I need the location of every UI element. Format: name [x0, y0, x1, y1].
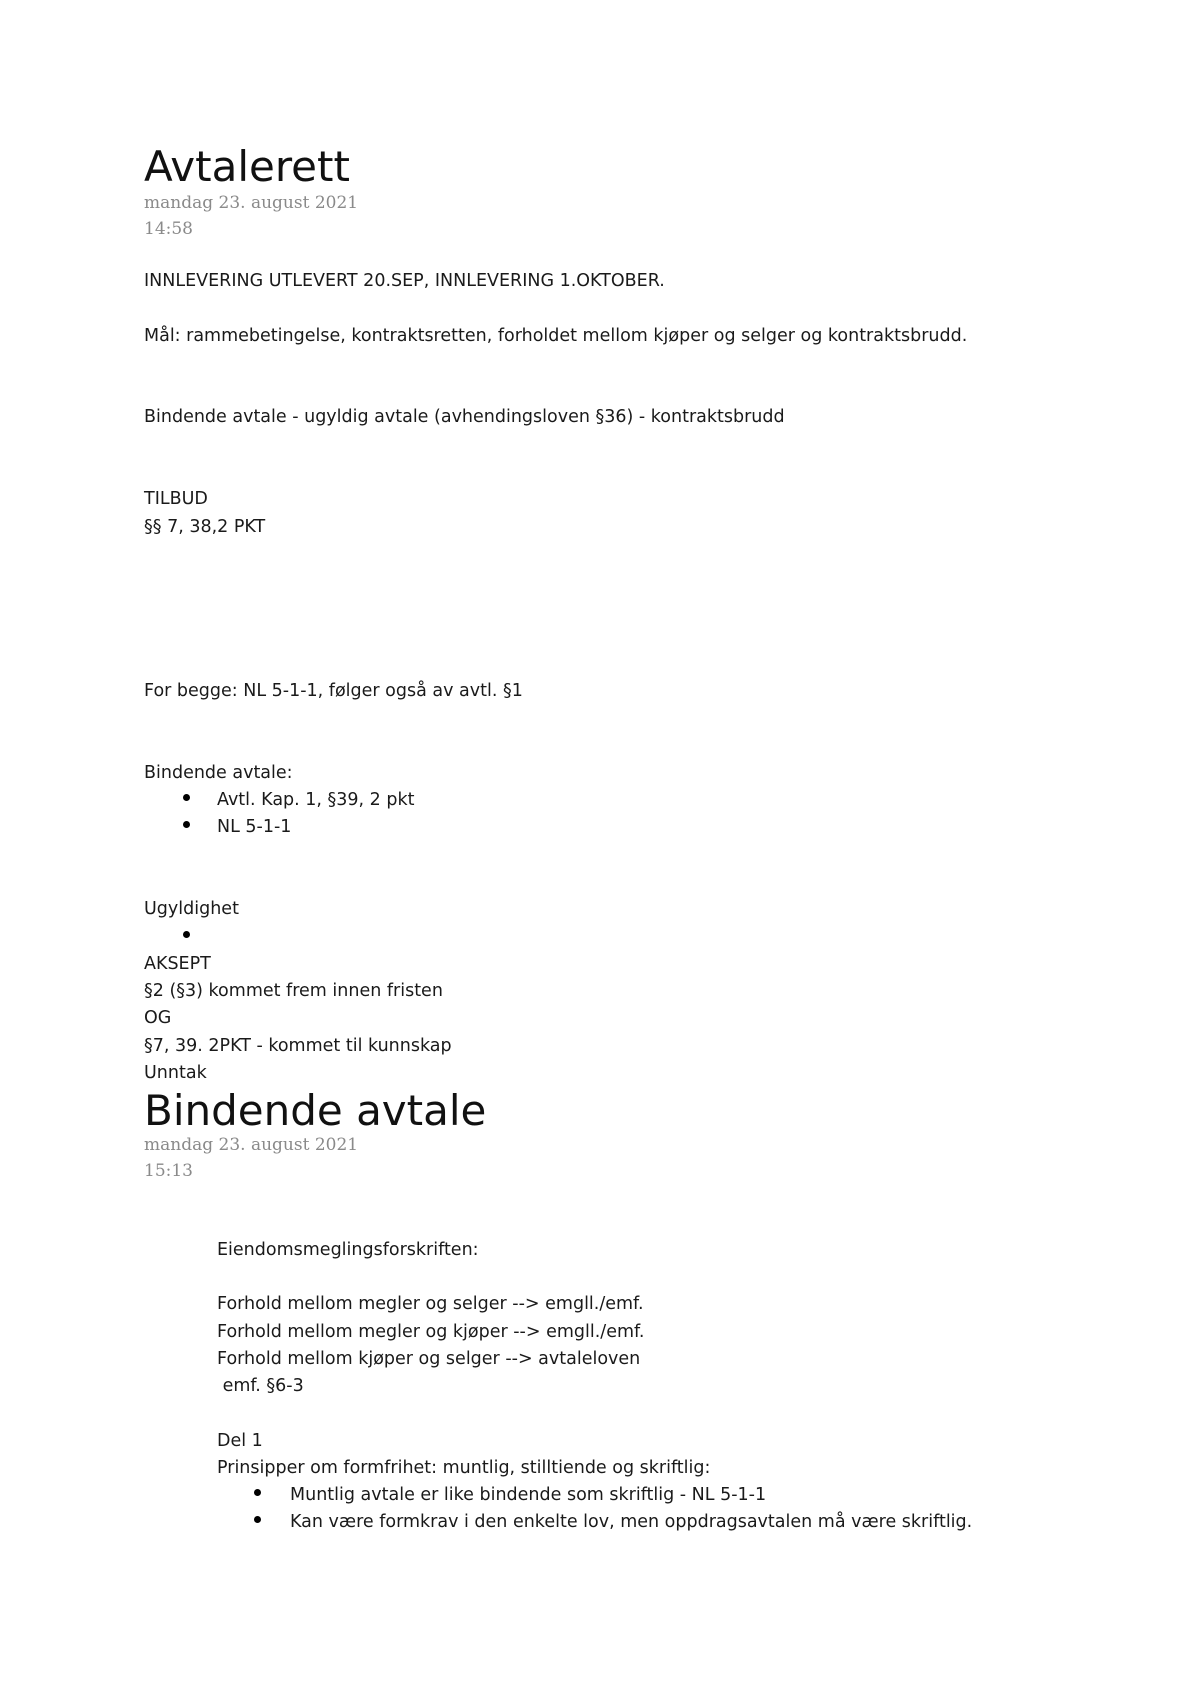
- bullet-icon: [254, 1489, 261, 1496]
- note-line-del1: Del 1: [217, 1431, 263, 1451]
- note-line-tilbud: TILBUD: [144, 489, 208, 509]
- note-line-emf: emf. §6-3: [217, 1376, 304, 1396]
- note-line-forhold-2: Forhold mellom megler og kjøper --> emgll./emf.: [217, 1322, 645, 1342]
- note-line-forhold-1: Forhold mellom megler og selger --> emgll./emf.: [217, 1294, 644, 1314]
- note-line-innlevering: INNLEVERING UTLEVERT 20.SEP, INNLEVERING 1.OKTOBER.: [144, 271, 665, 291]
- section-time: 15:13: [144, 1161, 193, 1181]
- note-line-forskrift: Eiendomsmeglingsforskriften:: [217, 1240, 479, 1260]
- page-title: Avtalerett: [144, 142, 350, 191]
- section-date: mandag 23. august 2021: [144, 1135, 359, 1155]
- note-line-bindende-ugyldig: Bindende avtale - ugyldig avtale (avhendingsloven §36) - kontraktsbrudd: [144, 407, 785, 427]
- page-date: mandag 23. august 2021: [144, 193, 359, 213]
- note-line-og: OG: [144, 1008, 172, 1028]
- note-line-unntak: Unntak: [144, 1063, 207, 1083]
- list-item: Kan være formkrav i den enkelte lov, men oppdragsavtalen må være skriftlig.: [290, 1512, 973, 1532]
- note-line-for-begge: For begge: NL 5-1-1, følger også av avtl. §1: [144, 681, 523, 701]
- note-line-maal: Mål: rammebetingelse, kontraktsretten, forholdet mellom kjøper og selger og kontraktsbrudd.: [144, 326, 968, 346]
- note-line-ugyldighet: Ugyldighet: [144, 899, 239, 919]
- list-item: NL 5-1-1: [217, 817, 292, 837]
- page-time: 14:58: [144, 219, 193, 239]
- bullet-icon: [254, 1516, 261, 1523]
- note-line-aksept: AKSEPT: [144, 954, 211, 974]
- note-line-forhold-3: Forhold mellom kjøper og selger --> avtaleloven: [217, 1349, 641, 1369]
- note-line-prinsipper: Prinsipper om formfrihet: muntlig, stilltiende og skriftlig:: [217, 1458, 711, 1478]
- note-line-aksept-2: §7, 39. 2PKT - kommet til kunnskap: [144, 1036, 452, 1056]
- bullet-icon: [183, 931, 190, 938]
- bullet-icon: [183, 821, 190, 828]
- list-item: Avtl. Kap. 1, §39, 2 pkt: [217, 790, 415, 810]
- bullet-icon: [183, 794, 190, 801]
- note-line-bindende-heading: Bindende avtale:: [144, 763, 293, 783]
- list-item: Muntlig avtale er like bindende som skriftlig - NL 5-1-1: [290, 1485, 767, 1505]
- section-title: Bindende avtale: [144, 1086, 487, 1135]
- note-line-tilbud-ref: §§ 7, 38,2 PKT: [144, 517, 266, 537]
- note-line-aksept-1: §2 (§3) kommet frem innen fristen: [144, 981, 443, 1001]
